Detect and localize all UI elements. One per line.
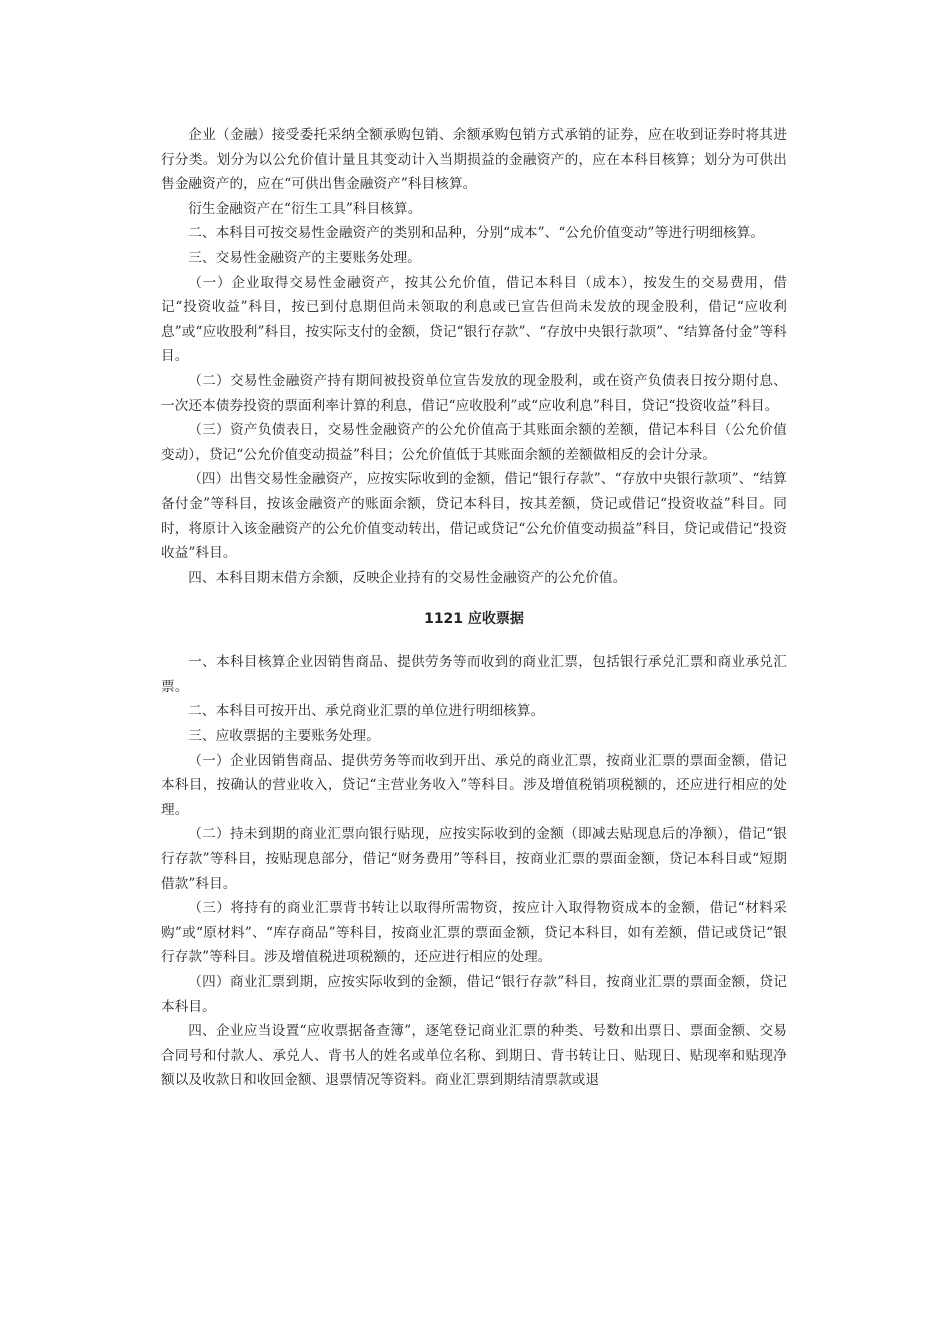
paragraph: 四、企业应当设置“应收票据备查簿”，逐笔登记商业汇票的种类、号数和出票日、票面金额、交易合同号和付款人、承兑人、背书人的姓名或单位名称、到期日、背书转让日、贴现日、贴现率和贴现净额以及收款日和收回金额、退票情况等资料。商业汇票到期结清票款或退 <box>161 1023 787 1089</box>
paragraph: （二）交易性金融资产持有期间被投资单位宣告发放的现金股利，或在资产负债表日按分期付息、一次还本债券投资的票面利率计算的利息，借记“应收股利”或“应收利息”科目，贷记“投资收益”科目。 <box>161 372 787 414</box>
paragraph: 三、交易性金融资产的主要账务处理。 <box>188 249 421 266</box>
paragraph: （三）将持有的商业汇票背书转让以取得所需物资，按应计入取得物资成本的金额，借记“材料采购”或“原材料”、“库存商品”等科目，按商业汇票的票面金额，贷记本科目，如有差额，借记或贷记“银行存款”等科目。涉及增值税进项税额的，还应进行相应的处理。 <box>161 900 787 966</box>
section-heading: 1121 应收票据 <box>424 611 524 628</box>
paragraph: 一、本科目核算企业因销售商品、提供劳务等而收到的商业汇票，包括银行承兑汇票和商业承兑汇票。 <box>161 654 787 695</box>
paragraph: （一）企业因销售商品、提供劳务等而收到开出、承兑的商业汇票，按商业汇票的票面金额，借记本科目，按确认的营业收入，贷记“主营业务收入”等科目。涉及增值税销项税额的，还应进行相应的处理。 <box>161 752 787 818</box>
paragraph: 二、本科目可按开出、承兑商业汇票的单位进行明细核算。 <box>188 703 545 720</box>
paragraph: （四）商业汇票到期，应按实际收到的金额，借记“银行存款”科目，按商业汇票的票面金额，贷记本科目。 <box>161 974 787 1015</box>
paragraph: 二、本科目可按交易性金融资产的类别和品种，分别“成本”、“公允价值变动”等进行明细核算。 <box>188 225 765 242</box>
paragraph: 四、本科目期末借方余额，反映企业持有的交易性金融资产的公允价值。 <box>188 569 627 586</box>
paragraph: 三、应收票据的主要账务处理。 <box>188 728 380 745</box>
section-notes-receivable <box>161 650 787 1093</box>
paragraph: 企业（金融）接受委托采纳全额承购包销、余额承购包销方式承销的证券，应在收到证券时将其进行分类。划分为以公允价值计量且其变动计入当期损益的金融资产的，应在本科目核算；划分为可供出售金融资产的，应在“可供出售金融资产”科目核算。 <box>161 127 787 193</box>
paragraph: （二）持未到期的商业汇票向银行贴现，应按实际收到的金额（即减去贴现息后的净额），借记“银行存款”等科目，按贴现息部分，借记“财务费用”等科目，按商业汇票的票面金额，贷记本科目或“短期借款”科目。 <box>161 826 787 892</box>
document-body <box>161 123 787 1093</box>
paragraph: （一）企业取得交易性金融资产，按其公允价值，借记本科目（成本），按发生的交易费用，借记“投资收益”科目，按已到付息期但尚未领取的利息或已宣告但尚未发放的现金股利，借记“应收利息”或“应收股利”科目，按实际支付的金额，贷记“银行存款”、“存放中央银行款项”、“结算备付金”等科目。 <box>161 274 787 365</box>
paragraph: 衍生金融资产在“衍生工具”科目核算。 <box>188 200 422 217</box>
paragraph: （三）资产负债表日，交易性金融资产的公允价值高于其账面余额的差额，借记本科目（公允价值变动），贷记“公允价值变动损益”科目；公允价值低于其账面余额的差额做相反的会计分录。 <box>161 422 787 463</box>
paragraph: （四）出售交易性金融资产，应按实际收到的金额，借记“银行存款”、“存放中央银行款项”、“结算备付金”等科目，按该金融资产的账面余额，贷记本科目，按其差额，贷记或借记“投资收益”科目。同时，将原计入该金融资产的公允价值变动转出，借记或贷记“公允价值变动损益”科目，贷记或借记“投资收益”科目。 <box>161 471 787 562</box>
section-trading-financial-assets <box>161 123 787 590</box>
